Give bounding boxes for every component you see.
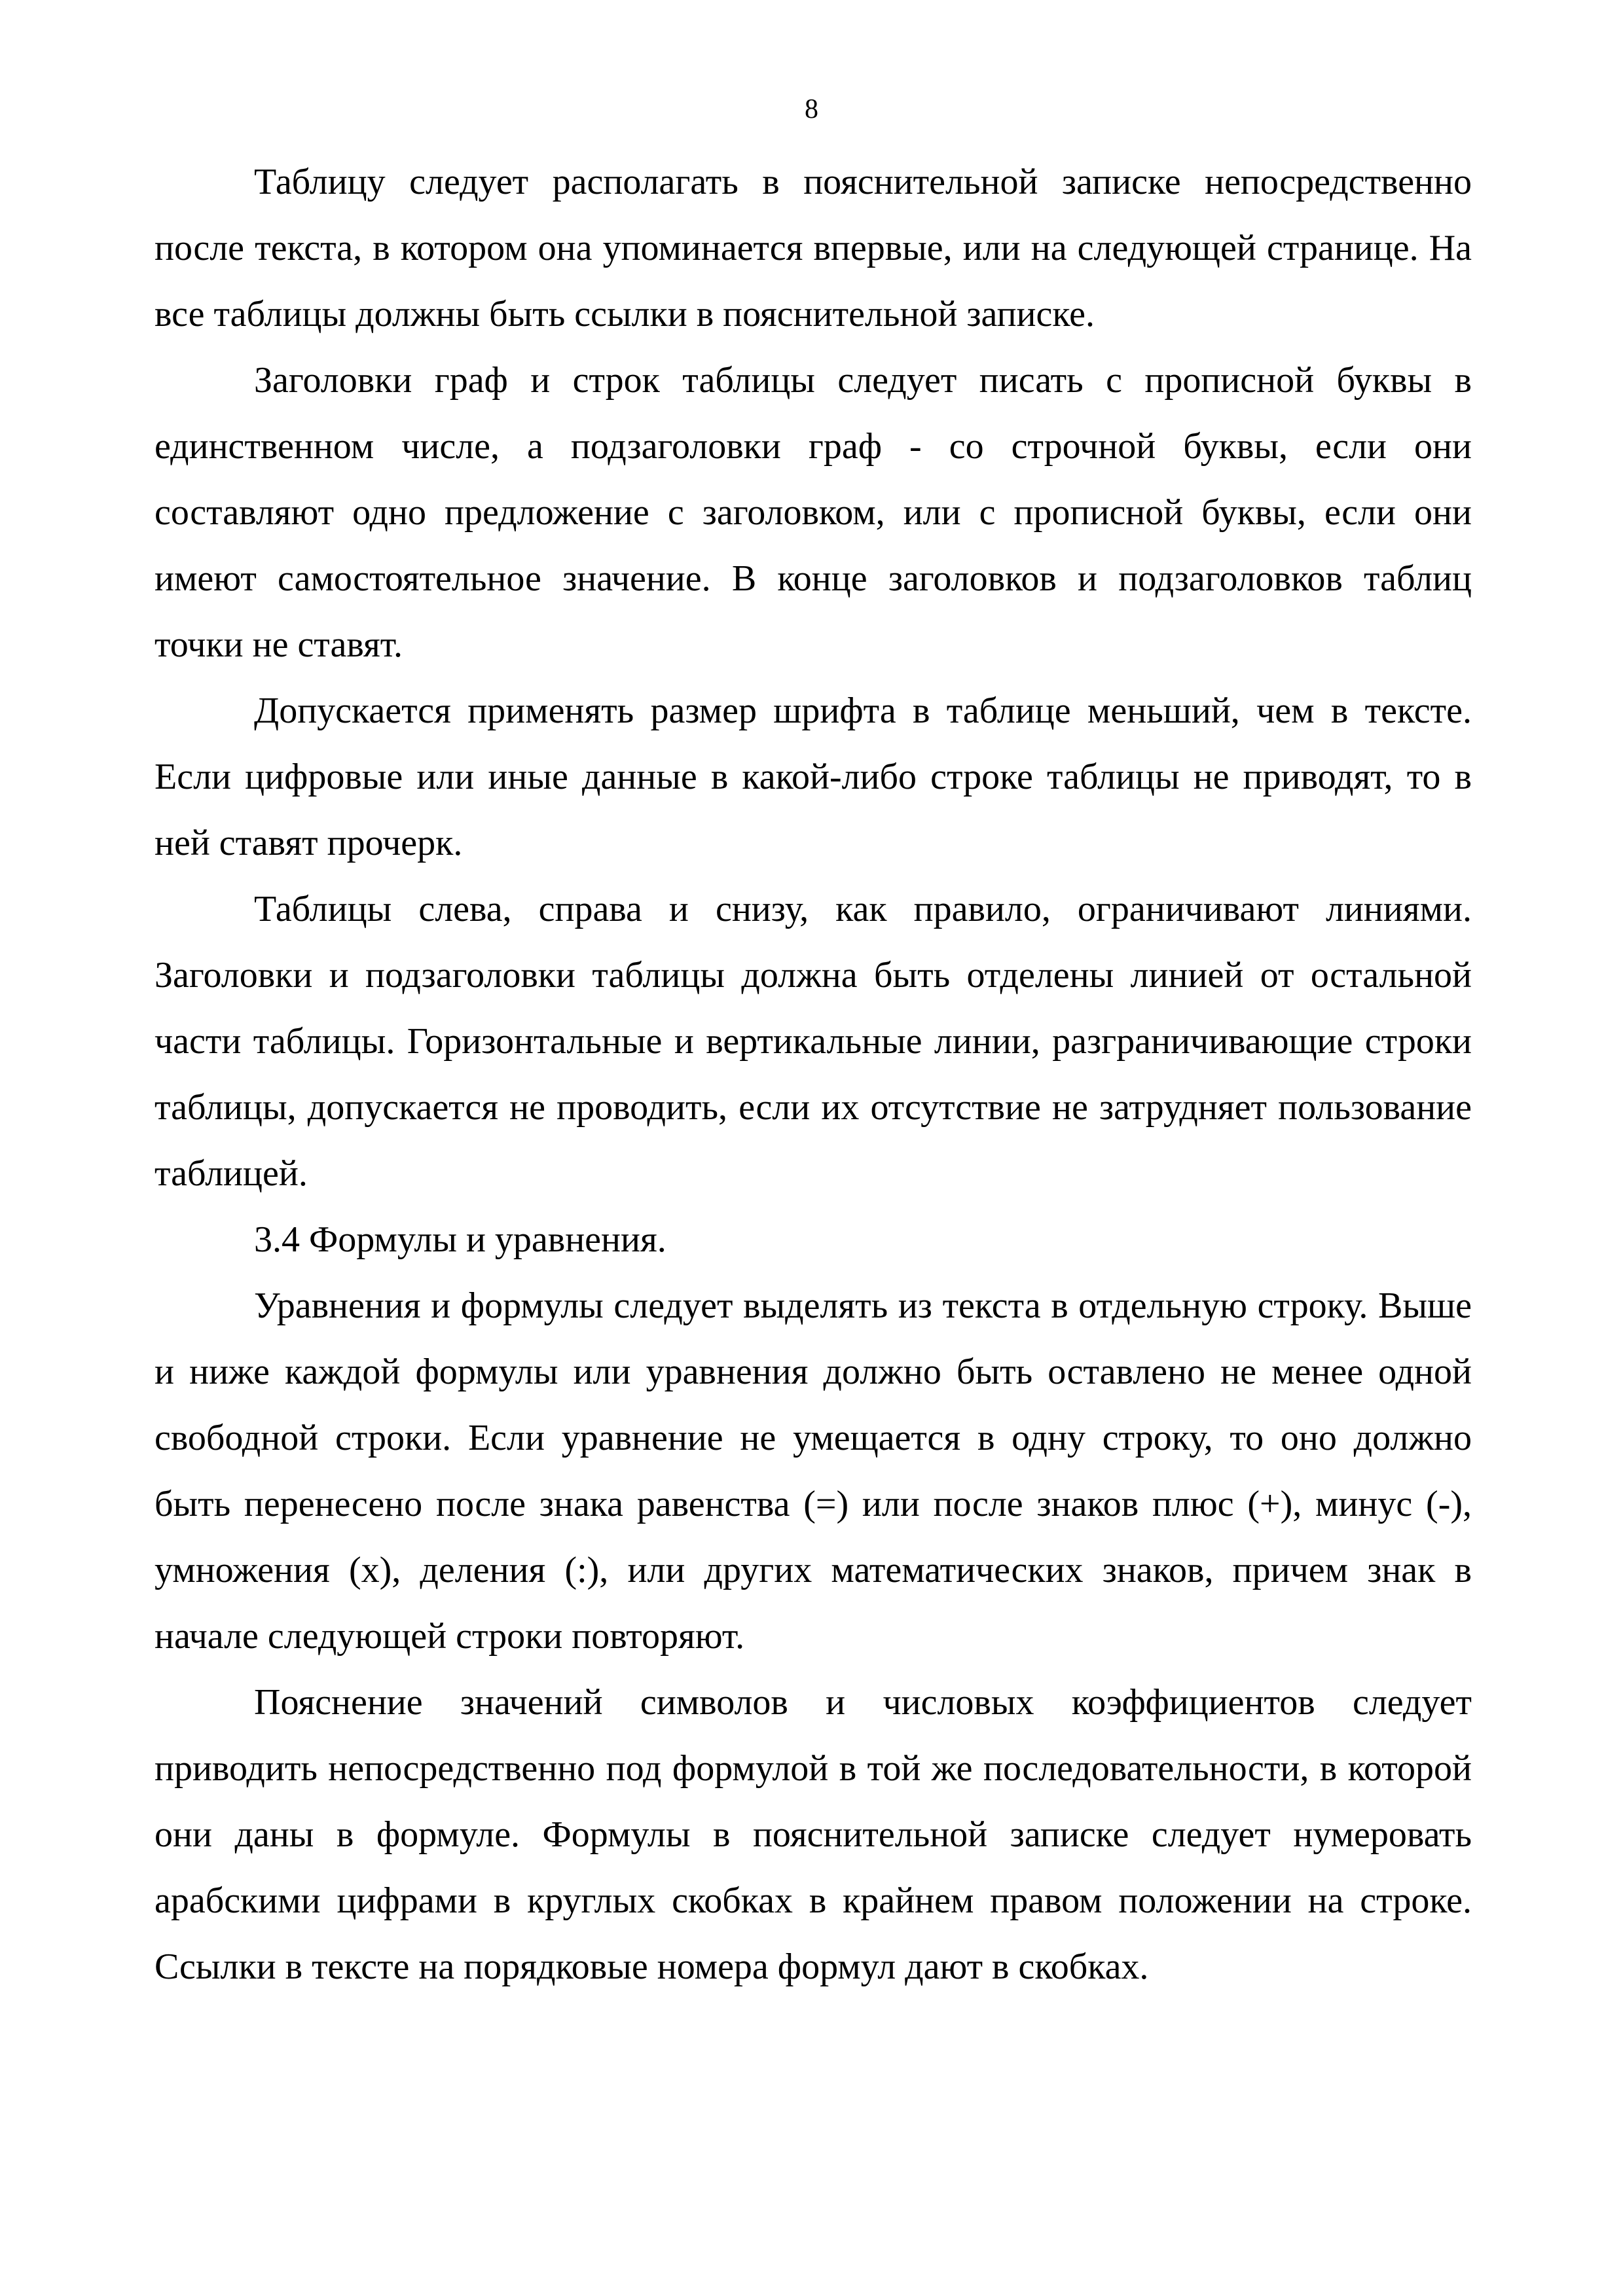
page-number: 8 [805, 94, 818, 124]
paragraph-table-font-size: Допускается применять размер шрифта в таблице меньший, чем в тексте. Если цифровые или иные данные в какой-либо строке таблицы не приводят, то в ней ставят прочерк. [155, 691, 1472, 863]
paragraph-table-lines: Таблицы слева, справа и снизу, как правило, ограничивают линиями. Заголовки и подзаголовки таблицы должна быть отделены линией от остальной части таблицы. Горизонтальные и вертикальные линии, разграничивающие строки таблицы, допускается не проводить, если их отсутствие не затрудняет пользование таблицей. [155, 889, 1472, 1194]
paragraph-formula-numbering: Пояснение значений символов и числовых коэффициентов следует приводить непосредственно под формулой в той же последовательности, в которой они даны в формуле. Формулы в пояснительной записке следует нумеровать арабскими цифрами в круглых скобках в крайнем правом положении на строке. Ссылки в тексте на порядковые номера формул дают в скобках. [155, 1682, 1472, 1987]
body-text [155, 149, 1472, 2000]
paragraph-table-placement: Таблицу следует располагать в пояснительной записке непосредственно после текста, в котором она упоминается впервые, или на следующей странице. На все таблицы должны быть ссылки в пояснительной записке. [155, 162, 1472, 334]
section-heading-formulas: 3.4 Формулы и уравнения. [254, 1219, 666, 1260]
paragraph-formula-layout: Уравнения и формулы следует выделять из текста в отдельную строку. Выше и ниже каждой формулы или уравнения должно быть оставлено не менее одной свободной строки. Если уравнение не умещается в одну строку, то оно должно быть перенесено после знака равенства (=) или после знаков плюс (+), минус (-), умножения (х), деления (:), или других математических знаков, причем знак в начале следующей строки повторяют. [155, 1285, 1472, 1657]
paragraph-table-headings: Заголовки граф и строк таблицы следует писать с прописной буквы в единственном числе, а подзаголовки граф - со строчной буквы, если они составляют одно предложение с заголовком, или с прописной буквы, если они имеют самостоятельное значение. В конце заголовков и подзаголовков таблиц точки не ставят. [155, 360, 1472, 665]
